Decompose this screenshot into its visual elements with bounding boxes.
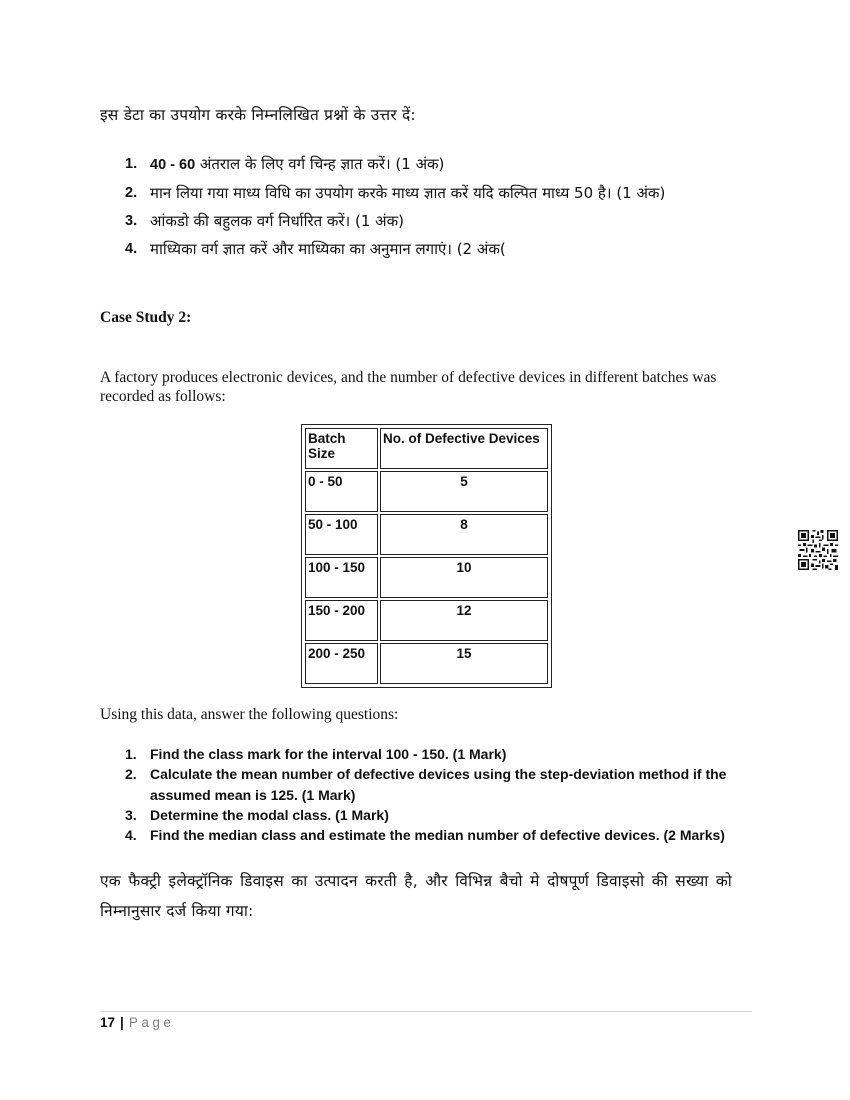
footer-divider — [100, 1011, 752, 1012]
table-cell: 150 - 200 — [305, 600, 378, 641]
page-footer — [100, 1015, 174, 1030]
item-text: आंकडो की बहुलक वर्ग निर्धारित करें। (1 अंक) — [150, 212, 405, 230]
item-number: 2. — [125, 766, 137, 783]
item-number: 4. — [125, 241, 138, 257]
using-data-text: Using this data, answer the following questions: — [100, 706, 399, 723]
table-cell: 12 — [380, 600, 548, 641]
list-item — [100, 825, 745, 845]
list-item — [100, 805, 745, 825]
table-row — [305, 600, 548, 641]
table-header-row — [305, 428, 548, 469]
list-item — [100, 744, 745, 764]
hindi-outro: एक फैक्ट्री इलेक्ट्रॉनिक डिवाइस का उत्पादन करती है, और विभिन्न बैचो मे दोषपूर्ण डिवाइसो की सख्या को निम्नानुसार दर्ज किया गया: — [100, 872, 732, 920]
table-cell: 5 — [380, 471, 548, 512]
list-item — [100, 179, 740, 207]
item-number: 2. — [125, 185, 138, 201]
qr-code-icon — [798, 530, 838, 570]
footer-separator: | — [120, 1015, 124, 1030]
list-item — [100, 207, 740, 235]
item-text: मान लिया गया माध्य विधि का उपयोग करके माध्य ज्ञात करें यदि कल्पित माध्य 50 है। (1 अंक) — [150, 184, 666, 202]
item-text: अंतराल के लिए वर्ग चिन्ह ज्ञात करें। (1 अंक) — [195, 155, 445, 173]
list-item — [100, 764, 745, 805]
table-row — [305, 643, 548, 684]
item-number: 1. — [125, 156, 138, 172]
item-text: Find the median class and estimate the median number of defective devices. (2 Marks) — [150, 827, 725, 844]
page-label: Page — [128, 1015, 175, 1030]
list-item — [100, 235, 740, 263]
hindi-question-list — [100, 150, 740, 263]
english-question-list — [100, 744, 745, 845]
item-number: 3. — [125, 213, 138, 229]
item-number: 3. — [125, 806, 137, 823]
table-cell: 8 — [380, 514, 548, 555]
table-cell: 200 - 250 — [305, 643, 378, 684]
item-text: Calculate the mean number of defective devices using the step-deviation method if the assumed mean is 125. (1 Mark) — [150, 766, 727, 803]
item-number: 4. — [125, 827, 137, 844]
item-text: Find the class mark for the interval 100 - 150. (1 Mark) — [150, 746, 507, 762]
table-header-cell: Batch Size — [305, 428, 378, 469]
item-number: 1. — [125, 746, 137, 762]
hindi-intro: इस डेटा का उपयोग करके निम्नलिखित प्रश्नों के उत्तर दें: — [100, 106, 416, 124]
defective-devices-table — [301, 424, 552, 688]
table-cell: 10 — [380, 557, 548, 598]
table-row — [305, 514, 548, 555]
table-cell: 0 - 50 — [305, 471, 378, 512]
item-bold-text: 40 - 60 — [150, 157, 196, 173]
item-text: Determine the modal class. (1 Mark) — [150, 806, 389, 823]
page-number: 17 — [100, 1015, 116, 1030]
item-text: माध्यिका वर्ग ज्ञात करें और माध्यिका का अनुमान लगाएं। (2 अंक( — [150, 240, 506, 258]
table-cell: 100 - 150 — [305, 557, 378, 598]
table-header-cell: No. of Defective Devices — [380, 428, 548, 469]
list-item — [100, 150, 740, 179]
case-study-title: Case Study 2: — [100, 309, 192, 326]
english-intro: A factory produces electronic devices, and the number of defective devices in different batches was recorded as follows: — [100, 369, 717, 405]
table-cell: 50 - 100 — [305, 514, 378, 555]
table-row — [305, 471, 548, 512]
table-row — [305, 557, 548, 598]
table-cell: 15 — [380, 643, 548, 684]
